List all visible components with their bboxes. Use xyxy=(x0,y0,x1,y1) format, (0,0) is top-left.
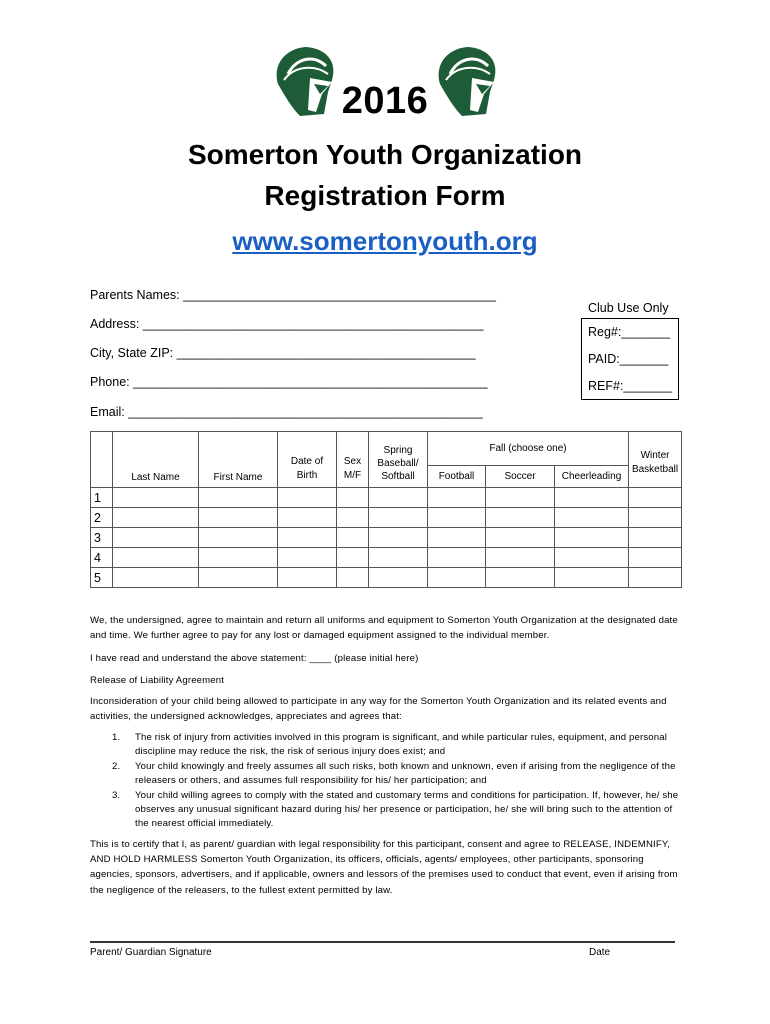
club-use-label: Club Use Only xyxy=(588,301,669,315)
winter-cell[interactable] xyxy=(629,568,682,588)
soccer-cell[interactable] xyxy=(486,508,555,528)
football-cell[interactable] xyxy=(428,488,486,508)
list-item: 2. Your child knowingly and freely assumes all such risks, both known and unknown, even if arising from the negligence of the releasers or others, and assumes full responsibility for his/ her participation; and xyxy=(112,760,676,787)
sex-cell[interactable] xyxy=(337,528,369,548)
soccer-cell[interactable] xyxy=(486,568,555,588)
winter-cell[interactable] xyxy=(629,528,682,548)
fall-header: Fall (choose one) xyxy=(428,432,629,466)
table-row xyxy=(91,548,682,568)
registration-table xyxy=(90,431,682,588)
dob-cell[interactable] xyxy=(278,568,337,588)
signature-line[interactable] xyxy=(90,941,675,943)
football-header: Football xyxy=(428,466,486,488)
last-name-cell[interactable] xyxy=(113,548,199,568)
cheer-cell[interactable] xyxy=(555,548,629,568)
consideration-text: Inconsideration of your child being allowed to participate in any way for the Somerton Youth Organization and its related events and activities, the undersigned acknowledges, appreciates and agrees that: xyxy=(90,696,667,723)
row-number: 1 xyxy=(91,488,113,508)
signature-label: Parent/ Guardian Signature xyxy=(90,947,212,958)
spring-cell[interactable] xyxy=(369,508,428,528)
spring-cell[interactable] xyxy=(369,548,428,568)
ref-number-field[interactable]: REF#:_______ xyxy=(588,379,673,393)
last-name-header: Last Name xyxy=(113,432,199,488)
club-use-box xyxy=(581,318,679,400)
cheer-cell[interactable] xyxy=(555,488,629,508)
first-name-header: First Name xyxy=(199,432,278,488)
dob-header: Date of Birth xyxy=(278,432,337,488)
org-title: Somerton Youth Organization xyxy=(187,139,583,170)
sex-header: Sex M/F xyxy=(337,432,369,488)
row-number: 2 xyxy=(91,508,113,528)
row-number: 4 xyxy=(91,548,113,568)
sex-cell[interactable] xyxy=(337,548,369,568)
soccer-cell[interactable] xyxy=(486,528,555,548)
spring-cell[interactable] xyxy=(369,488,428,508)
table-row xyxy=(91,508,682,528)
sex-cell[interactable] xyxy=(337,488,369,508)
address-field[interactable]: Address: _________________________________________________ xyxy=(90,317,484,331)
release-list xyxy=(90,731,682,832)
cheerleading-header: Cheerleading xyxy=(555,466,629,488)
football-cell[interactable] xyxy=(428,568,486,588)
certify-text: This is to certify that I, as parent/ guardian with legal responsibility for this participant, consent and agree to RELEASE, INDEMNIFY, AND HOLD HARMLESS Somerton Youth Organization, its officers, officials, agents/ employees, other participants, sponsoring agencies, sponsors, advertisers, and if applicable, owners and lessors of the premises used to conduct that event, even if arising from the negligence of the releasers, to the fullest extent permitted by law. xyxy=(90,839,678,896)
dob-cell[interactable] xyxy=(278,508,337,528)
list-item: 1. The risk of injury from activities involved in this program is significant, and while particular rules, equipment, and personal discipline may reduce the risk, the risk of serious injury does exist; and xyxy=(112,732,668,758)
paid-field[interactable]: PAID:_______ xyxy=(588,352,669,366)
sex-cell[interactable] xyxy=(337,568,369,588)
header-blank xyxy=(91,432,113,488)
cheer-cell[interactable] xyxy=(555,568,629,588)
first-name-cell[interactable] xyxy=(199,528,278,548)
winter-cell[interactable] xyxy=(629,488,682,508)
soccer-cell[interactable] xyxy=(486,488,555,508)
football-cell[interactable] xyxy=(428,548,486,568)
cheer-cell[interactable] xyxy=(555,528,629,548)
form-title: Registration Form xyxy=(264,180,506,211)
equipment-agreement-text: We, the undersigned, agree to maintain and return all uniforms and equipment to Somerton Youth Organization at the designated date and time. We further agree to pay for any lost or damaged equipment assigned to the individual member. xyxy=(90,615,678,642)
email-field[interactable]: Email: ___________________________________________________ xyxy=(90,405,483,419)
football-cell[interactable] xyxy=(428,528,486,548)
first-name-cell[interactable] xyxy=(199,488,278,508)
first-name-cell[interactable] xyxy=(199,508,278,528)
last-name-cell[interactable] xyxy=(113,508,199,528)
football-cell[interactable] xyxy=(428,508,486,528)
reg-number-field[interactable]: Reg#:_______ xyxy=(588,325,671,339)
row-number: 3 xyxy=(91,528,113,548)
dob-cell[interactable] xyxy=(278,528,337,548)
table-row xyxy=(91,488,682,508)
city-state-zip-field[interactable]: City, State ZIP: ___________________________________________ xyxy=(90,346,476,360)
year-heading: 2016 xyxy=(341,80,429,122)
table-row xyxy=(91,568,682,588)
spring-header: Spring Baseball/ Softball xyxy=(369,432,428,488)
first-name-cell[interactable] xyxy=(199,548,278,568)
row-number: 5 xyxy=(91,568,113,588)
winter-header: Winter Basketball xyxy=(629,432,682,488)
first-name-cell[interactable] xyxy=(199,568,278,588)
dob-cell[interactable] xyxy=(278,488,337,508)
cheer-cell[interactable] xyxy=(555,508,629,528)
sex-cell[interactable] xyxy=(337,508,369,528)
parents-names-field[interactable]: Parents Names: _____________________________________________ xyxy=(90,288,496,302)
soccer-header: Soccer xyxy=(486,466,555,488)
initial-statement[interactable]: I have read and understand the above statement: ____ (please initial here) xyxy=(90,653,419,664)
winter-cell[interactable] xyxy=(629,548,682,568)
release-title: Release of Liability Agreement xyxy=(90,675,225,686)
list-item: 3. Your child willing agrees to comply with the stated and customary terms and conditions for participation. If, however, he/ she observes any unusual significant hazard during his/ her presence or participation, he/ she will bring such to the attention of the nearest official immediately. xyxy=(112,789,679,830)
soccer-cell[interactable] xyxy=(486,548,555,568)
last-name-cell[interactable] xyxy=(113,528,199,548)
spring-cell[interactable] xyxy=(369,528,428,548)
website-link[interactable]: www.somertonyouth.org xyxy=(232,226,538,256)
last-name-cell[interactable] xyxy=(113,568,199,588)
table-row xyxy=(91,528,682,548)
phone-field[interactable]: Phone: ___________________________________________________ xyxy=(90,375,488,389)
winter-cell[interactable] xyxy=(629,508,682,528)
dob-cell[interactable] xyxy=(278,548,337,568)
spring-cell[interactable] xyxy=(369,568,428,588)
date-label: Date xyxy=(589,947,611,958)
last-name-cell[interactable] xyxy=(113,488,199,508)
